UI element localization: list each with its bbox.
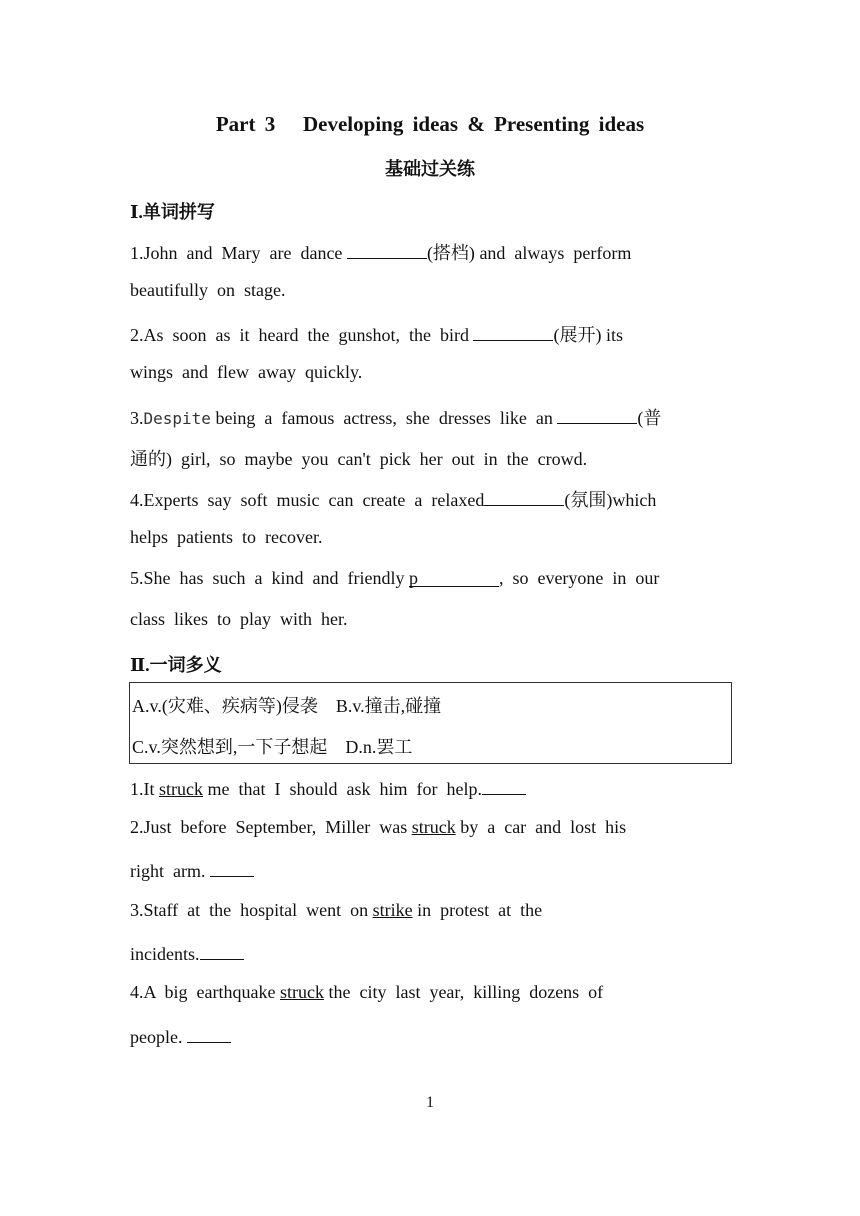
spelling-item-3: 3.Despite being a famous actress, she dresses like an (普: [130, 404, 722, 430]
spelling-item-5-cont: class likes to play with her.: [130, 609, 348, 629]
answer-blank[interactable]: [187, 1024, 231, 1043]
answer-blank[interactable]: p: [409, 568, 499, 587]
spelling-item-2: 2.As soon as it heard the gunshot, the bird (展开) its: [130, 321, 722, 347]
polysemy-item-1: 1.It struck me that I should ask him for help.: [130, 776, 722, 800]
page-subtitle: 基础过关练: [385, 159, 475, 179]
spelling-item-1-cont: beautifully on stage.: [130, 280, 286, 300]
answer-blank[interactable]: [473, 322, 553, 341]
section-heading-polysemy: Ⅱ.一词多义: [130, 655, 222, 675]
answer-blank[interactable]: [210, 858, 254, 877]
polysemy-item-3: 3.Staff at the hospital went on strike in protest at the: [130, 900, 543, 920]
definitions-row-2: C.v.突然想到,一下子想起 D.n.罢工: [132, 737, 413, 757]
spelling-item-3-cont: 通的) girl, so maybe you can't pick her out in the crowd.: [130, 449, 588, 469]
spelling-item-4: 4.Experts say soft music can create a relaxed (氛围)which: [130, 486, 722, 512]
section-heading-spelling: Ⅰ.单词拼写: [130, 202, 215, 222]
page-number: 1: [426, 1094, 434, 1111]
spelling-item-5: 5.She has such a kind and friendly p , so everyone in our: [130, 568, 660, 588]
spelling-item-2-cont: wings and flew away quickly.: [130, 362, 363, 382]
answer-blank[interactable]: [200, 941, 244, 960]
spelling-item-1: 1.John and Mary are dance (搭档) and always perform: [130, 239, 722, 265]
definitions-box: [129, 682, 732, 764]
polysemy-item-2: 2.Just before September, Miller was struck by a car and lost his: [130, 817, 627, 837]
definitions-row-1: A.v.(灾难、疾病等)侵袭 B.v.撞击,碰撞: [132, 696, 442, 716]
polysemy-item-3-cont: incidents.: [130, 941, 722, 965]
polysemy-item-2-cont: right arm.: [130, 858, 722, 882]
answer-blank[interactable]: [347, 240, 427, 259]
answer-blank[interactable]: [557, 405, 637, 424]
page-title: Part 3 Developing ideas & Presenting ideas: [215, 112, 645, 136]
polysemy-item-4-cont: people.: [130, 1024, 722, 1048]
answer-blank[interactable]: [484, 487, 564, 506]
spelling-item-4-cont: helps patients to recover.: [130, 527, 323, 547]
answer-blank[interactable]: [482, 776, 526, 795]
polysemy-item-4: 4.A big earthquake struck the city last year, killing dozens of: [130, 982, 604, 1002]
